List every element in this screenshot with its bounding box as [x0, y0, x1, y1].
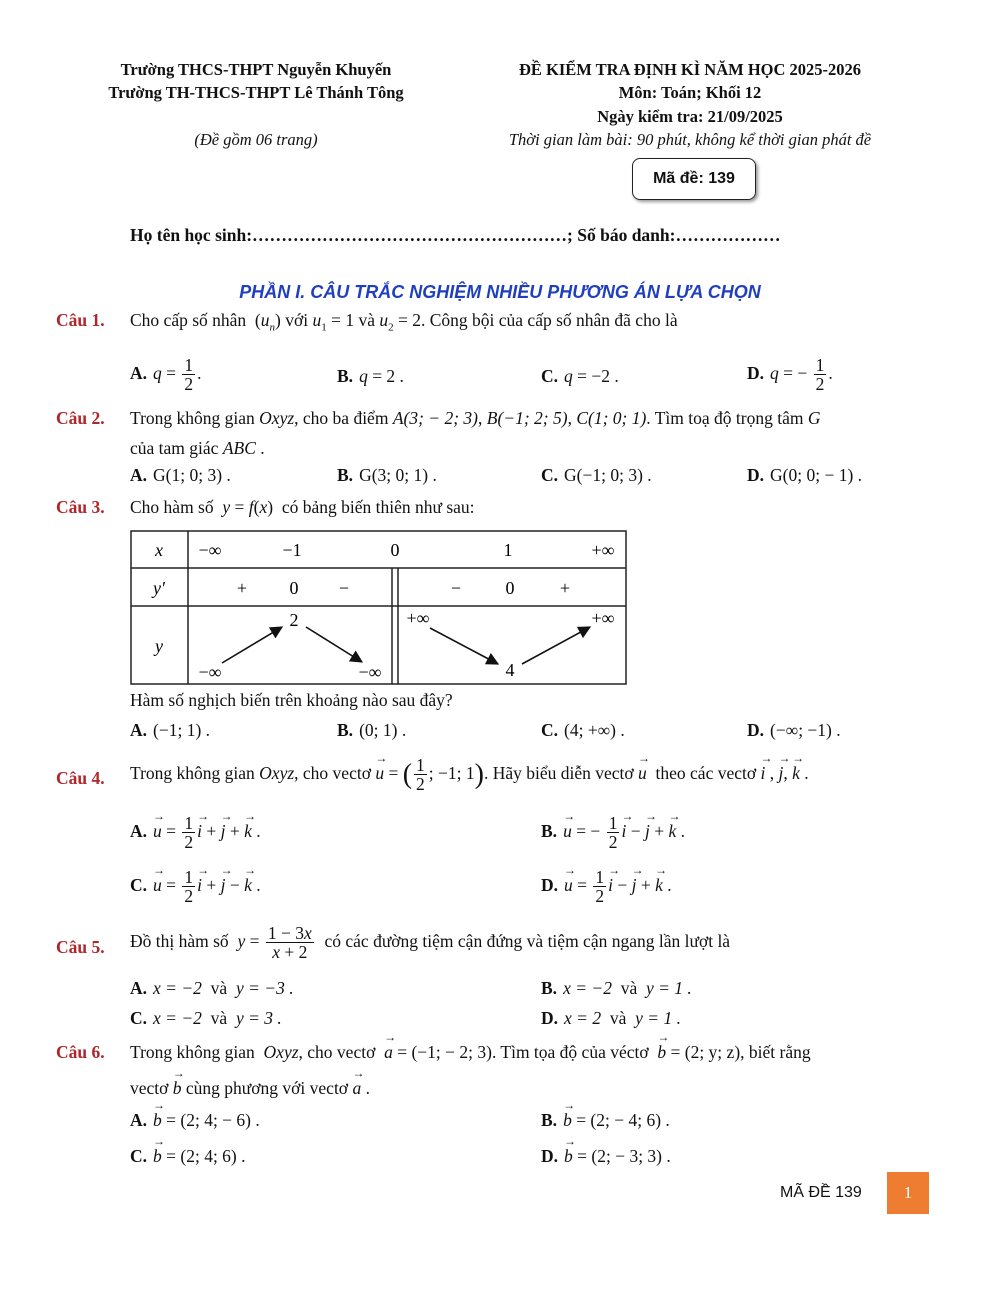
vt-sign-3: − [450, 578, 462, 598]
q4-option-c[interactable]: C.→ u = $\frac{1}{2}$ → i + → j − → k . [130, 868, 261, 906]
q5-option-a[interactable]: A. x = −2 và y = −3 . [130, 978, 294, 998]
q3-text: Cho hàm số y = f(x) có bảng biến thiên như sau: [130, 497, 475, 517]
q6-text: Trong không gian Oxyz, cho vectơ → a = (−1; − 2; 3). Tìm tọa độ của véctơ → b = (2; y; z), biết rằng [130, 1042, 811, 1063]
q6-label: Câu 6. [56, 1042, 105, 1062]
vt-y-1: 2 [289, 610, 299, 630]
vt-y-2: −∞ [358, 662, 382, 682]
vt-sign-0: + [236, 578, 248, 598]
q2-text: Trong không gian Oxyz, cho ba điểm A(3; − 2; 3), B(−1; 2; 5), C(1; 0; 1). Tìm toạ độ trọng tâm G [130, 408, 821, 428]
q1-text: Cho cấp số nhân $(u_n)$ với $u_1 = 1$ và $u_2 = 2$. Công bội của cấp số nhân đã cho là [130, 310, 678, 334]
vt-x-2: 0 [390, 540, 400, 560]
vt-arrow-down-2 [430, 628, 498, 664]
exam-time-note: Thời gian làm bài: 90 phút, không kể thời gian phát đề [508, 130, 872, 149]
school-name-2: Trường TH-THCS-THPT Lê Thánh Tông [108, 83, 404, 102]
q2-option-c[interactable]: C. G(−1; 0; 3) . [541, 465, 652, 485]
q1-option-c[interactable]: C. q = −2 . [541, 366, 619, 386]
vt-y-5: +∞ [591, 608, 615, 628]
q2-option-a[interactable]: A. G(1; 0; 3) . [130, 465, 231, 485]
vt-label-y: y [155, 636, 163, 656]
vt-sign-2: − [338, 578, 350, 598]
q4-text: Trong không gian Oxyz, cho vectơ → u = ( $\frac{1}{2}$ ; −1; 1). Hãy biểu diễn vectơ → u theo các vectơ → i , → j, → k . [130, 756, 809, 794]
q4-option-d[interactable]: D.→ u = $\frac{1}{2}$ → i − → j + → k . [541, 868, 672, 906]
q3-option-a[interactable]: A. (−1; 1) . [130, 720, 211, 740]
q3-option-b[interactable]: B. (0; 1) . [337, 720, 407, 740]
q2-option-b[interactable]: B. G(3; 0; 1) . [337, 465, 437, 485]
vt-label-yprime: y′ [153, 578, 165, 598]
q5-label: Câu 5. [56, 937, 105, 957]
variation-table [130, 530, 628, 686]
exam-subject: Môn: Toán; Khối 12 [618, 83, 762, 102]
q4-label: Câu 4. [56, 768, 105, 788]
vt-y-4: 4 [505, 660, 515, 680]
q2-text-line2: của tam giác ABC . [130, 438, 265, 458]
vt-y-0: −∞ [198, 662, 222, 682]
vt-sign-1: 0 [289, 578, 299, 598]
q5-option-c[interactable]: C. x = −2 và y = 3 . [130, 1008, 282, 1028]
pages-note: (Đề gồm 06 trang) [194, 130, 318, 149]
vt-label-x: x [155, 540, 163, 560]
vt-x-1: −1 [282, 540, 302, 560]
q6-option-a[interactable]: A.→ b = (2; 4; − 6) . [130, 1110, 260, 1131]
q1-option-d[interactable]: D. q = − $\frac{1}{2}$ . [747, 355, 833, 395]
school-name-1: Trường THCS-THPT Nguyễn Khuyến [120, 60, 392, 79]
q6-text-line2: vectơ → b cùng phương với vectơ → a . [130, 1078, 370, 1099]
vt-x-4: +∞ [591, 540, 615, 560]
page-number: 1 [887, 1172, 929, 1214]
vt-arrow-down-1 [306, 627, 362, 662]
q2-option-d[interactable]: D. G(0; 0; − 1) . [747, 465, 863, 485]
vt-y-3: +∞ [406, 608, 430, 628]
vt-arrow-up-1 [222, 627, 282, 663]
vt-x-0: −∞ [198, 540, 222, 560]
section-title: PHẦN I. CÂU TRẮC NGHIỆM NHIỀU PHƯƠNG ÁN LỰA CHỌN [239, 282, 761, 302]
student-info-line: Họ tên học sinh:………………………………………………; Số báo danh:……………… [130, 225, 781, 245]
vt-sign-4: 0 [505, 578, 515, 598]
q2-label: Câu 2. [56, 408, 105, 428]
vt-sign-5: + [559, 578, 571, 598]
q3-question: Hàm số nghịch biến trên khoảng nào sau đây? [130, 690, 453, 710]
footer-exam-code: MÃ ĐỀ 139 [780, 1184, 862, 1201]
q6-option-d[interactable]: D.→ b = (2; − 3; 3) . [541, 1146, 671, 1167]
exam-code: Mã đề: 139 [653, 170, 735, 187]
q6-option-c[interactable]: C.→ b = (2; 4; 6) . [130, 1146, 246, 1167]
exam-code-box [632, 158, 756, 200]
vt-arrow-up-2 [522, 627, 590, 664]
vt-x-3: 1 [503, 540, 513, 560]
exam-title: ĐỀ KIỂM TRA ĐỊNH KÌ NĂM HỌC 2025-2026 [518, 60, 862, 79]
q5-text: Đồ thị hàm số y = $\frac{1 - 3x}{x + 2}$ có các đường tiệm cận đứng và tiệm cận ngang lần lượt là [130, 923, 731, 963]
q1-label: Câu 1. [56, 310, 105, 330]
q4-option-a[interactable]: A.→ u = $\frac{1}{2}$ → i + → j + → k . [130, 814, 261, 852]
q1-option-a[interactable]: A. q = $\frac{1}{2}$ . [130, 355, 202, 395]
q1-option-b[interactable]: B. q = 2 . [337, 366, 404, 386]
exam-date: Ngày kiểm tra: 21/09/2025 [597, 107, 783, 126]
q3-option-d[interactable]: D. (−∞; −1) . [747, 720, 841, 740]
q3-option-c[interactable]: C. (4; +∞) . [541, 720, 625, 740]
q4-option-b[interactable]: B.→ u = − $\frac{1}{2}$ → i − → j + → k . [541, 814, 685, 852]
q6-option-b[interactable]: B.→ b = (2; − 4; 6) . [541, 1110, 670, 1131]
q5-option-d[interactable]: D. x = 2 và y = 1 . [541, 1008, 681, 1028]
q3-label: Câu 3. [56, 497, 105, 517]
q5-option-b[interactable]: B. x = −2 và y = 1 . [541, 978, 692, 998]
